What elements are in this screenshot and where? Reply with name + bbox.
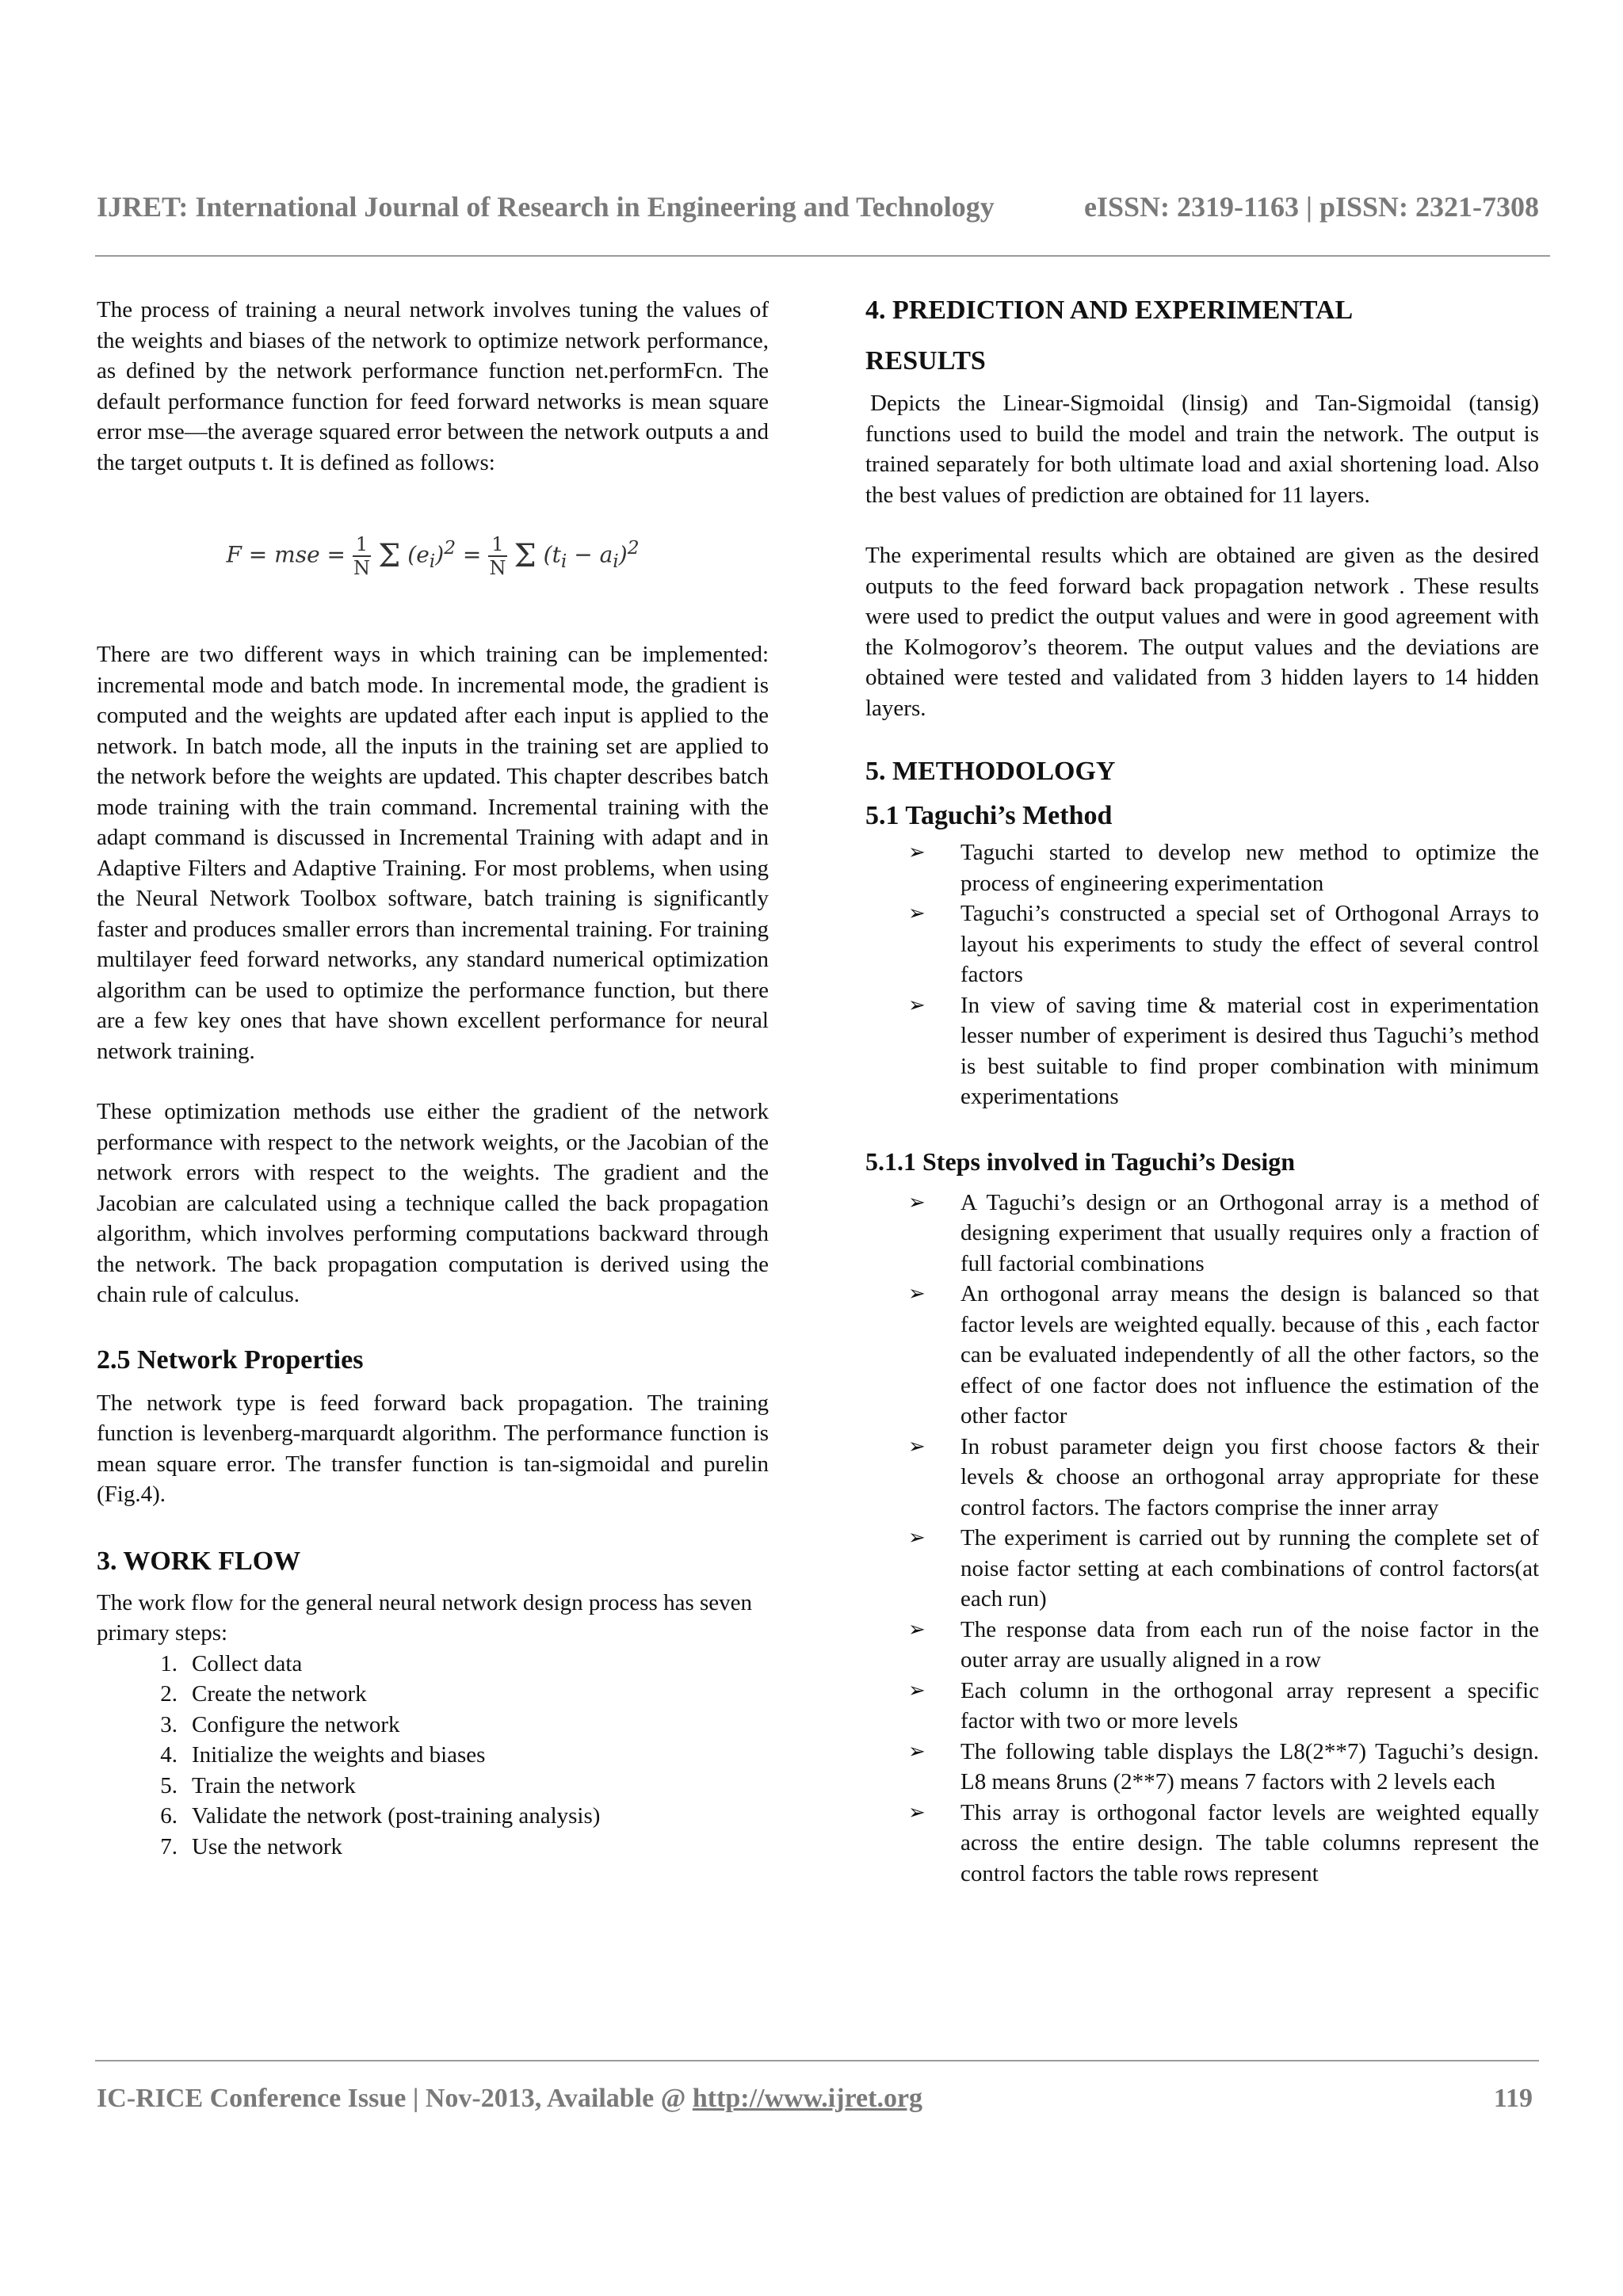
list-item: ➢ Taguchi started to develop new method to optimize the process of engineering experimentation bbox=[865, 837, 1539, 898]
arrow-bullet-icon: ➢ bbox=[908, 1800, 926, 1825]
list-item: ➢ In view of saving time & material cost in experimentation lesser number of experiment is desired thus Taguchi’s method is best suitable to find proper combination with minimum experimentations bbox=[865, 990, 1539, 1112]
list-item: ➢ The following table displays the L8(2**7) Taguchi’s design. L8 means 8runs (2**7) means 7 factors with 2 levels each bbox=[865, 1737, 1539, 1798]
page-number: 119 bbox=[1493, 2084, 1533, 2113]
heading-network-properties: 2.5 Network Properties bbox=[97, 1344, 364, 1375]
work-flow-steps bbox=[97, 1649, 769, 1863]
arrow-bullet-icon: ➢ bbox=[908, 841, 926, 864]
paragraph-training: The process of training a neural network involves tuning the values of the weights and biases of the network to optimize network performance, as defined by the network performance function net.performFcn. The default performance function for feed forward networks is mean square error mse—the average squared error between the network outputs a and the target outputs t. It is defined as follows: bbox=[97, 297, 769, 475]
list-item: ➢ In robust parameter deign you first choose factors & their levels & choose an orthogonal array appropriate for these control factors. The factors comprise the inner array bbox=[865, 1432, 1539, 1524]
arrow-bullet-icon: ➢ bbox=[908, 1282, 926, 1306]
arrow-bullet-icon: ➢ bbox=[908, 902, 926, 925]
taguchi-method-list bbox=[865, 837, 1539, 1112]
list-item: 3. Configure the network bbox=[160, 1711, 400, 1737]
arrow-bullet-icon: ➢ bbox=[908, 1190, 926, 1215]
footer-rule bbox=[95, 2060, 1539, 2061]
footer-conference: IC-RICE Conference Issue | Nov-2013, Available @ http://www.ijret.org bbox=[97, 2084, 923, 2113]
list-item: 1. Collect data bbox=[160, 1650, 303, 1676]
journal-title: IJRET: International Journal of Research in Engineering and Technology bbox=[97, 191, 995, 223]
issn: eISSN: 2319-1163 | pISSN: 2321-7308 bbox=[1084, 191, 1539, 223]
list-item: ➢ An orthogonal array means the design is balanced so that factor levels are weighted equally. because of this , each factor can be evaluated independently of all the other factors, so the effect of one factor does not influence the estimation of the other factor bbox=[865, 1279, 1539, 1432]
paragraph-optimization: These optimization methods use either the gradient of the network performance with respect to the network weights, or the Jacobian of the network errors with respect to the weights. The gradient and the Jacobian are calculated using a technique called the back propagation algorithm, which involves performing computations backward through the network. The back propagation computation is derived using the chain rule of calculus. bbox=[97, 1099, 769, 1307]
list-item: 2. Create the network bbox=[160, 1681, 367, 1707]
list-item: ➢ This array is orthogonal factor levels are weighted equally across the entire design. The table columns represent the control factors the table rows represent bbox=[865, 1798, 1539, 1890]
list-item: ➢ A Taguchi’s design or an Orthogonal array is a method of designing experiment that usually requires only a fraction of full factorial combinations bbox=[865, 1188, 1539, 1280]
heading-prediction: 4. PREDICTION AND EXPERIMENTAL bbox=[865, 296, 1354, 325]
arrow-bullet-icon: ➢ bbox=[908, 1526, 926, 1550]
header-rule bbox=[95, 255, 1550, 257]
list-item: 6. Validate the network (post-training analysis) bbox=[160, 1803, 601, 1829]
arrow-bullet-icon: ➢ bbox=[908, 993, 926, 1017]
heading-methodology: 5. METHODOLOGY bbox=[865, 757, 1116, 786]
paragraph-training-modes: There are two different ways in which training can be implemented: incremental mode and batch mode. In incremental mode, the gradient is computed and the weights are updated after each input is applied to the network. In batch mode, all the inputs in the training set are applied to the network before the weights are updated. This chapter describes batch mode training with the train command. Incremental training with the adapt command is discussed in Incremental Training with adapt and in Adaptive Filters and Adaptive Training. For most problems, when using the Neural Network Toolbox software, batch training is significantly faster and produces smaller errors than incremental training. For training multilayer feed forward networks, any standard numerical optimization algorithm can be used to optimize the performance function, but there are a few key ones that have shown excellent performance for neural network training. bbox=[97, 642, 769, 1064]
list-item: 4. Initialize the weights and biases bbox=[160, 1742, 486, 1768]
journal-header bbox=[97, 190, 1539, 223]
right-column bbox=[865, 295, 1539, 1889]
heading-taguchi-steps: 5.1.1 Steps involved in Taguchi’s Design bbox=[865, 1146, 1296, 1176]
paragraph-network-properties: The network type is feed forward back propagation. The training function is levenberg-marquardt algorithm. The performance function is mean square error. The transfer function is tan-sigmoidal and purelin (Fig.4). bbox=[97, 1390, 769, 1507]
heading-taguchi-method: 5.1 Taguchi’s Method bbox=[865, 801, 1113, 830]
arrow-bullet-icon: ➢ bbox=[908, 1678, 926, 1703]
heading-work-flow: 3. WORK FLOW bbox=[97, 1546, 301, 1576]
taguchi-steps-list bbox=[865, 1188, 1539, 1890]
list-item: ➢ The response data from each run of the noise factor in the outer array are usually aligned in a row bbox=[865, 1615, 1539, 1676]
paragraph-work-flow: The work flow for the general neural network design process has seven primary steps: bbox=[97, 1589, 753, 1646]
arrow-bullet-icon: ➢ bbox=[908, 1617, 926, 1642]
arrow-bullet-icon: ➢ bbox=[908, 1739, 926, 1764]
list-item: ➢ Taguchi’s constructed a special set of Orthogonal Arrays to layout his experiments to study the effect of several control factors bbox=[865, 898, 1539, 990]
paragraph-prediction: Depicts the Linear-Sigmoidal (linsig) and Tan-Sigmoidal (tansig) functions used to build the model and train the network. The output is trained separately for both ultimate load and axial shortening load. Also the best values of prediction are obtained for 11 layers. bbox=[865, 391, 1539, 508]
list-item: 5. Train the network bbox=[160, 1772, 356, 1798]
mse-equation: F = mse = $\frac{1}{N}$ Σ $(e_i)^2$ = $\frac{1}{N}$ Σ $(t_i - a_i)^2$ bbox=[226, 532, 640, 579]
paragraph-experimental: The experimental results which are obtained are given as the desired outputs to the feed forward back propagation network . These results were used to predict the output values and were in good agreement with the Kolmogorov’s theorem. The output values and the deviations are obtained were tested and validated from 3 hidden layers to 14 hidden layers. bbox=[865, 543, 1539, 721]
heading-prediction-cont: RESULTS bbox=[865, 346, 986, 376]
list-item: ➢ The experiment is carried out by running the complete set of noise factor setting at each combinations of control factors(at each run) bbox=[865, 1523, 1539, 1615]
list-item: 7. Use the network bbox=[160, 1833, 343, 1859]
arrow-bullet-icon: ➢ bbox=[908, 1434, 926, 1459]
left-column bbox=[97, 295, 769, 1862]
list-item: ➢ Each column in the orthogonal array represent a specific factor with two or more levels bbox=[865, 1676, 1539, 1737]
journal-link[interactable]: http://www.ijret.org bbox=[692, 2084, 923, 2113]
page-footer bbox=[97, 2084, 1533, 2114]
